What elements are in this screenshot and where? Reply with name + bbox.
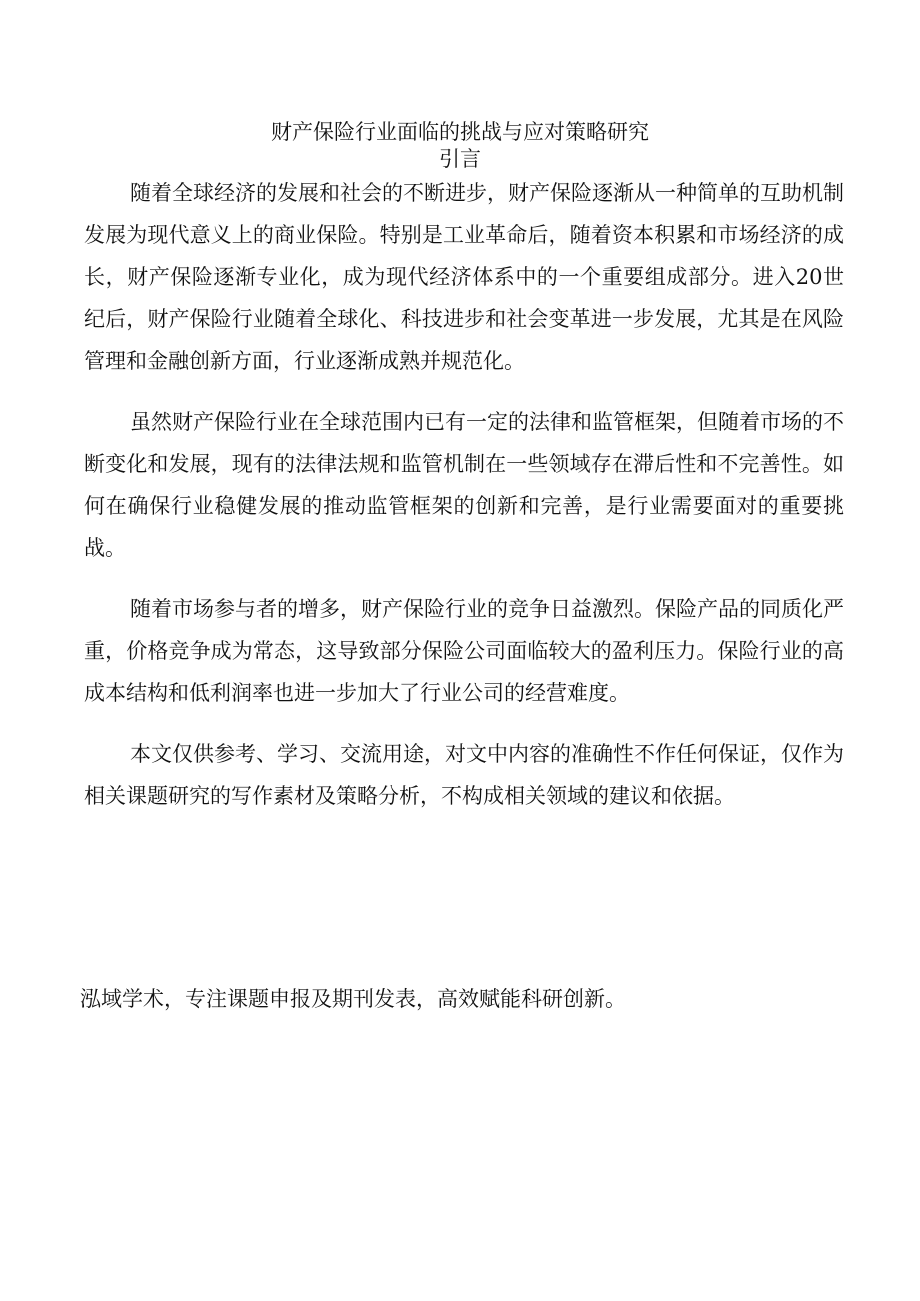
paragraph-1: 随着全球经济的发展和社会的不断进步，财产保险逐渐从一种简单的互助机制发展为现代意义上的商业保险。特别是工业革命后，随着资本积累和市场经济的成长，财产保险逐渐专业化，成为现代经济体系中的一个重要组成部分。进入20世纪后，财产保险行业随着全球化、科技进步和社会变革进一步发展，尤其是在风险管理和金融创新方面，行业逐渐成熟并规范化。 <box>84 181 844 373</box>
paragraph-3: 随着市场参与者的增多，财产保险行业的竞争日益激烈。保险产品的同质化严重，价格竞争成为常态，这导致部分保险公司面临较大的盈利压力。保险行业的高成本结构和低利润率也进一步加大了行业公司的经营难度。 <box>84 597 844 705</box>
section-heading: 引言 <box>439 147 481 171</box>
paragraph-4: 本文仅供参考、学习、交流用途，对文中内容的准确性不作任何保证，仅作为相关课题研究的写作素材及策略分析，不构成相关领域的建议和依据。 <box>84 742 844 808</box>
footer-note: 泓域学术，专注课题申报及期刊发表，高效赋能科研创新。 <box>80 987 626 1011</box>
document-title: 财产保险行业面临的挑战与应对策略研究 <box>271 120 649 144</box>
document-body <box>84 172 844 817</box>
paragraph-2: 虽然财产保险行业在全球范围内已有一定的法律和监管框架，但随着市场的不断变化和发展，现有的法律法规和监管机制在一些领域存在滞后性和不完善性。如何在确保行业稳健发展的推动监管框架的创新和完善，是行业需要面对的重要挑战。 <box>84 410 844 560</box>
